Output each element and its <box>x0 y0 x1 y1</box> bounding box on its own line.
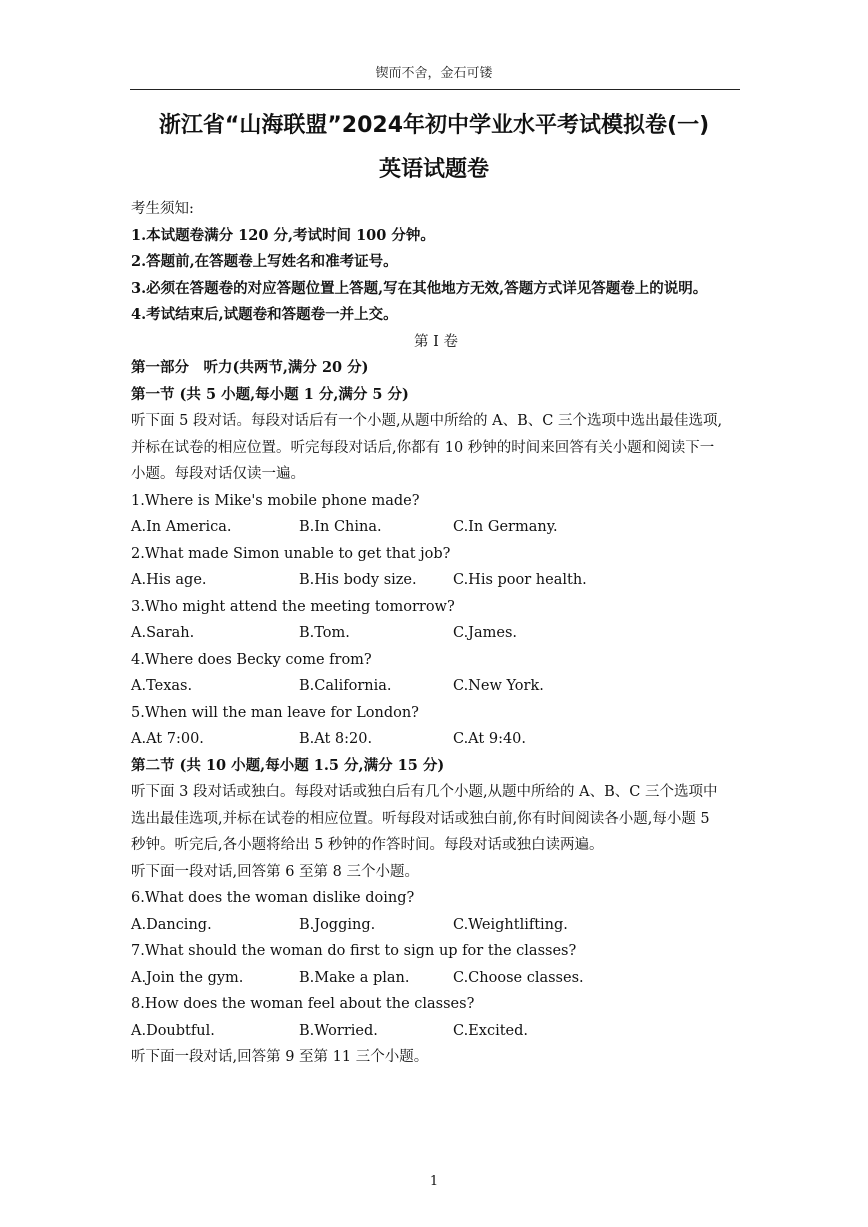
volume-label: 第 I 卷 <box>414 333 458 350</box>
page-number: 1 <box>429 1174 439 1189</box>
part1-heading: 第一部分 听力(共两节,满分 20 分) <box>131 359 369 376</box>
notice-item: 2.答题前,在答题卷上写姓名和准考证号。 <box>131 253 398 270</box>
option-b: B.Make a plan. <box>299 969 410 986</box>
exam-content <box>131 196 741 1071</box>
option-b: B.Worried. <box>299 1022 378 1039</box>
section1-instructions: 小题。每段对话仅读一遍。 <box>131 466 305 482</box>
option-b: B.At 8:20. <box>299 731 373 747</box>
notice-item: 3.必须在答题卷的对应答题位置上答题,写在其他地方无效,答题方式详见答题卷上的说明。 <box>131 279 708 297</box>
option-c: C.At 9:40. <box>453 731 527 747</box>
question-options <box>131 1018 741 1045</box>
question-options <box>131 567 741 594</box>
notice-item: 1.本试题卷满分 120 分,考试时间 100 分钟。 <box>131 226 435 244</box>
option-b: B.Jogging. <box>299 916 376 933</box>
option-a: A.His age. <box>131 572 207 588</box>
option-a: A.Texas. <box>131 678 193 694</box>
question-text: 4.Where does Becky come from? <box>131 651 372 668</box>
option-c: C.Weightlifting. <box>453 916 568 933</box>
section2-instructions: 秒钟。听完后,各小题将给出 5 秒钟的作答时间。每段对话或独白读两遍。 <box>131 837 604 853</box>
question-text: 8.How does the woman feel about the classes? <box>131 996 475 1012</box>
question-text: 2.What made Simon unable to get that job? <box>131 545 451 562</box>
option-a: A.At 7:00. <box>131 731 204 747</box>
question-options <box>131 620 741 647</box>
exam-title: 浙江省“山海联盟”2024年初中学业水平考试模拟卷(一) <box>158 113 710 138</box>
question-text: 6.What does the woman dislike doing? <box>131 890 415 906</box>
question-text: 5.When will the man leave for London? <box>131 704 419 721</box>
exam-subtitle: 英语试题卷 <box>378 157 489 182</box>
section2-instructions: 听下面 3 段对话或独白。每段对话或独白后有几个小题,从题中所给的 A、B、C 三个选项中 <box>131 784 718 800</box>
header-motto: 锲而不舍，金石可镂 <box>375 66 493 81</box>
section2-instructions: 选出最佳选项,并标在试卷的相应位置。听每段对话或独白前,你有时间阅读各小题,每小题 5 <box>131 810 710 827</box>
option-b: B.In China. <box>299 519 382 535</box>
header-rule <box>130 89 740 90</box>
option-a: A.In America. <box>131 519 232 535</box>
option-c: C.James. <box>453 625 518 641</box>
option-c: C.In Germany. <box>453 519 558 535</box>
question-text: 7.What should the woman do first to sign up for the classes? <box>131 943 577 959</box>
option-c: C.New York. <box>453 678 544 694</box>
option-c: C.Excited. <box>453 1022 529 1039</box>
question-options <box>131 514 741 541</box>
notice-item: 4.考试结束后,试题卷和答题卷一并上交。 <box>131 306 398 323</box>
option-b: B.His body size. <box>299 572 417 588</box>
question-options <box>131 726 741 753</box>
question-text: 3.Who might attend the meeting tomorrow? <box>131 598 455 615</box>
section1-heading: 第一节 (共 5 小题,每小题 1 分,满分 5 分) <box>131 385 409 403</box>
option-b: B.California. <box>299 678 392 694</box>
option-c: C.His poor health. <box>453 572 587 588</box>
question-options <box>131 965 741 992</box>
question-options <box>131 912 741 939</box>
option-c: C.Choose classes. <box>453 969 584 986</box>
group-intro: 听下面一段对话,回答第 9 至第 11 三个小题。 <box>131 1049 429 1065</box>
section2-heading: 第二节 (共 10 小题,每小题 1.5 分,满分 15 分) <box>131 756 445 774</box>
question-text: 1.Where is Mike's mobile phone made? <box>131 492 420 509</box>
option-a: A.Doubtful. <box>131 1022 215 1039</box>
group-intro: 听下面一段对话,回答第 6 至第 8 三个小题。 <box>131 863 419 880</box>
section1-instructions: 并标在试卷的相应位置。听完每段对话后,你都有 10 秒钟的时间来回答有关小题和阅读下一 <box>131 439 715 456</box>
option-a: A.Sarah. <box>131 625 195 641</box>
section1-instructions: 听下面 5 段对话。每段对话后有一个小题,从题中所给的 A、B、C 三个选项中选出最佳选项, <box>131 413 723 429</box>
option-a: A.Join the gym. <box>131 969 244 986</box>
question-options <box>131 673 741 700</box>
notice-heading: 考生须知: <box>131 201 194 217</box>
option-b: B.Tom. <box>299 625 350 641</box>
option-a: A.Dancing. <box>131 916 212 933</box>
